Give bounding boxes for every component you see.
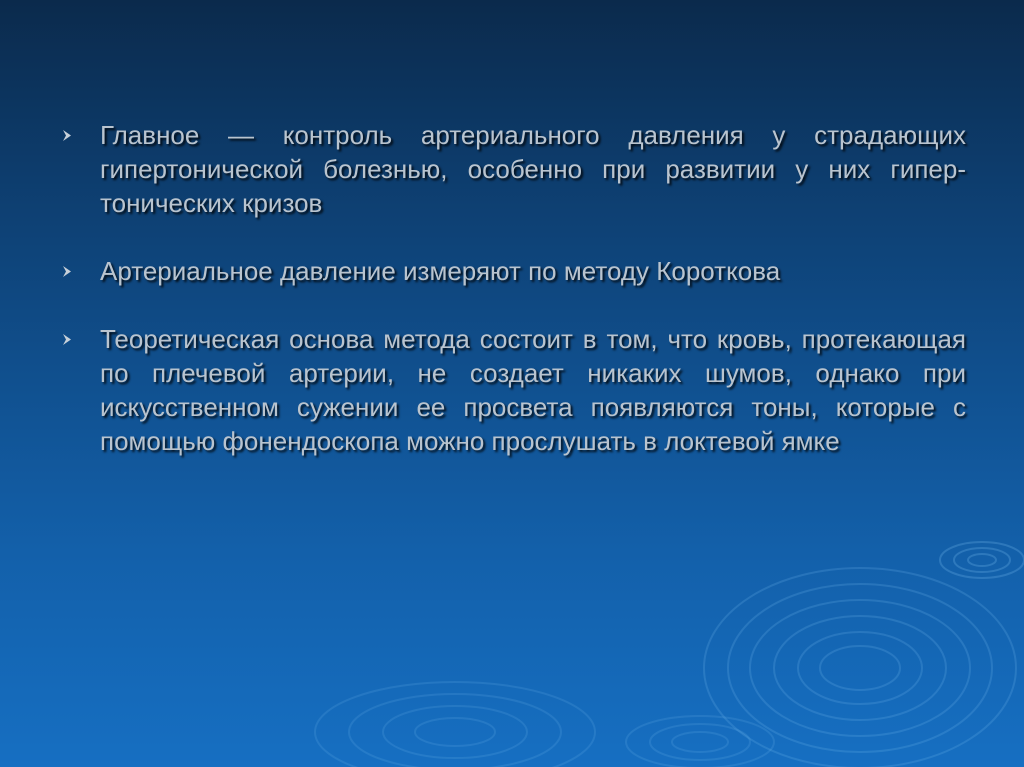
chevron-right-icon xyxy=(60,264,75,279)
bullet-item xyxy=(60,118,966,220)
chevron-right-icon xyxy=(60,128,75,143)
bullet-item xyxy=(60,254,966,288)
bullet-item xyxy=(60,322,966,458)
bullet-text: Теоретическая основа метода состоит в том, что кровь, протекающая по плечевой артерии, не создает никаких шумов, однако при искусственном сужении ее просвета появляются тоны, которые с помощью фонендоскопа можно прослушать в локтевой ямке xyxy=(100,324,966,456)
bullet-text: Артериальное давление измеряют по методу Короткова xyxy=(100,256,781,286)
chevron-right-icon xyxy=(60,332,75,347)
bullet-text: Главное — контроль артериального давления у страдающих гипертонической болезнью, особенно при развитии у них гипер-тонических кризов xyxy=(100,120,966,218)
